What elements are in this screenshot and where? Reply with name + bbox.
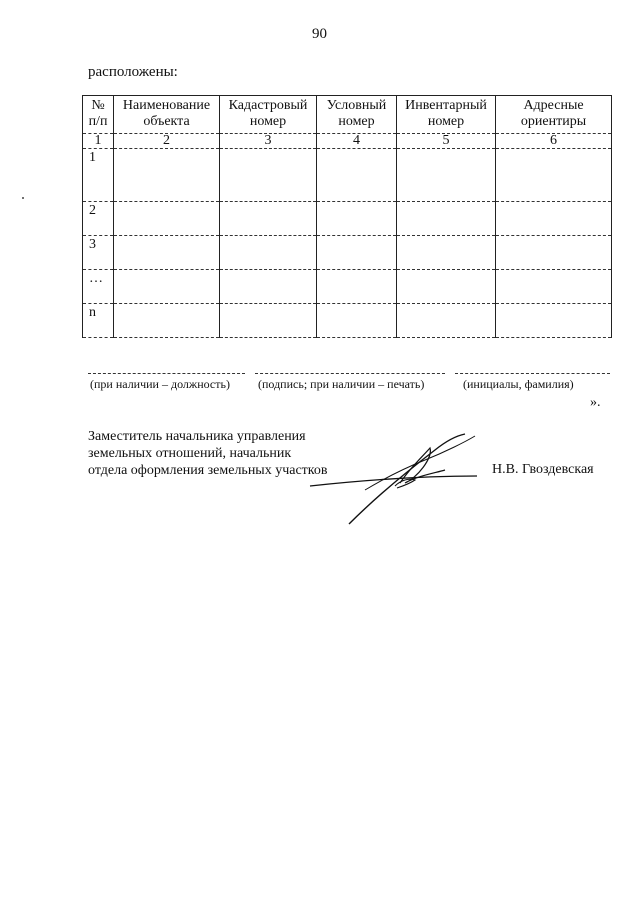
name-line [455,373,610,374]
header-label: № [91,98,105,113]
header-label: Адресные [523,98,584,113]
signature-caption: (подпись; при наличии – печать) [258,377,425,391]
table-row [83,270,612,304]
stray-dot [22,197,24,199]
header-label: ориентиры [520,114,587,129]
objects-table [82,95,612,338]
column-number: 5 [397,134,496,149]
header-label: Наименование [122,98,211,113]
column-number: 1 [83,134,114,149]
header-label: Инвентарный [405,98,487,113]
signatory-title-line1: Заместитель начальника управления [88,429,306,444]
position-line [88,373,245,374]
table-cell [496,270,612,304]
table-cell [397,202,496,236]
table-cell [397,149,496,202]
table-cell [317,236,397,270]
table-cell [496,202,612,236]
table-cell [220,270,317,304]
table-cell [397,270,496,304]
header-cell-cadastral [220,96,317,134]
table-cell [397,304,496,338]
table-row [83,236,612,270]
table-cell [220,304,317,338]
table-cell [317,149,397,202]
name-caption: (инициалы, фамилия) [463,377,574,391]
header-label: Условный [326,98,387,113]
table-cell [220,202,317,236]
table-header-row [83,96,612,134]
table-cell [397,236,496,270]
intro-text: расположены: [88,64,178,80]
column-number: 3 [220,134,317,149]
signatory-name: Н.В. Гвоздевская [492,462,594,477]
table-row [83,149,612,202]
header-cell-number [83,96,114,134]
row-label: 2 [83,202,114,236]
table-cell [114,149,220,202]
table-row [83,202,612,236]
header-cell-inventory [397,96,496,134]
table-cell [220,236,317,270]
table-cell [220,149,317,202]
row-label: 1 [83,149,114,202]
table-cell [496,149,612,202]
column-number: 4 [317,134,397,149]
column-number: 2 [114,134,220,149]
header-label: номер [427,114,465,129]
header-label: п/п [88,114,108,129]
row-label: 3 [83,236,114,270]
row-label: n [83,304,114,338]
table-cell [496,236,612,270]
table-cell [496,304,612,338]
position-caption: (при наличии – должность) [90,377,230,391]
table-cell [317,304,397,338]
table-cell [317,270,397,304]
page-number: 90 [312,26,327,42]
signatory-title-line3: отдела оформления земельных участков [88,463,328,478]
table-cell [114,270,220,304]
closing-quote: ». [590,395,601,410]
header-cell-conditional [317,96,397,134]
table-cell [114,304,220,338]
column-number: 6 [496,134,612,149]
header-label: объекта [143,114,190,129]
header-label: Кадастровый [228,98,308,113]
header-cell-address [496,96,612,134]
row-label: … [83,270,114,304]
header-label: номер [249,114,287,129]
header-label: номер [338,114,375,129]
handwritten-signature [305,428,485,528]
table-cell [317,202,397,236]
table-cell [114,202,220,236]
signatory-title-line2: земельных отношений, начальник [88,446,292,461]
header-cell-name [114,96,220,134]
table-cell [114,236,220,270]
signature-line [255,373,445,374]
table-row [83,304,612,338]
column-number-row [83,134,612,149]
